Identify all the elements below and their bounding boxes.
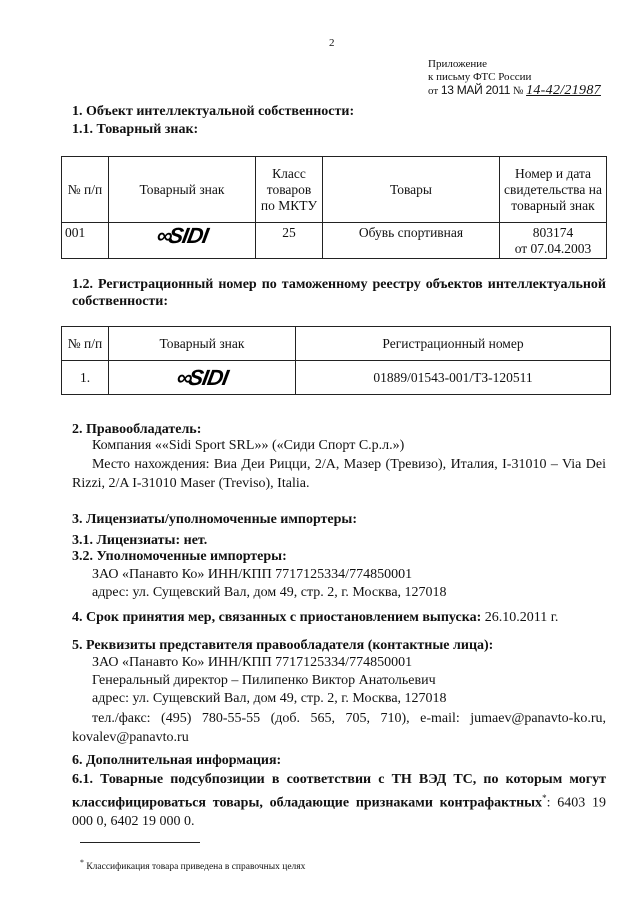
- cell-goods: Обувь спортивная: [323, 223, 500, 259]
- section4-title: 4. Срок принятия мер, связанных с приостановлением выпуска:: [72, 610, 482, 625]
- representative-director: Генеральный директор – Пилипенко Виктор Анатольевич: [92, 673, 436, 688]
- section5-title: 5. Реквизиты представителя правообладателя (контактные лица):: [72, 638, 494, 653]
- section6-codes: : 6403 19 000 0, 6402 19 000 0.: [72, 795, 606, 829]
- importer-name: ЗАО «Панавто Ко» ИНН/КПП 7717125334/774850001: [92, 567, 413, 582]
- cell-reg: 01889/01543-001/ТЗ-120511: [296, 361, 611, 395]
- section6-sub1: [72, 771, 606, 831]
- th-num: № п/п: [62, 157, 109, 223]
- attachment-from: от: [428, 85, 439, 97]
- cert-date: от 07.04.2003: [514, 241, 592, 256]
- section3-title: 3. Лицензиаты/уполномоченные импортеры:: [72, 512, 358, 527]
- sidi-logo-icon: ∞SIDI: [174, 364, 230, 390]
- table-row: [62, 361, 611, 395]
- representative-company: ЗАО «Панавто Ко» ИНН/КПП 7717125334/774850001: [92, 655, 413, 670]
- attachment-number: 14-42/21987: [526, 83, 601, 98]
- th-class: Класс товаров по МКТУ: [256, 157, 323, 223]
- registry-table: [61, 326, 611, 395]
- section6-title: 6. Дополнительная информация:: [72, 753, 282, 768]
- registry-table-header: [62, 327, 611, 361]
- section6-sub1-text: 6.1. Товарные подсубпозиции в соответствии с ТН ВЭД ТС, по которым могут классифицироваться товары, обладающие признаками контрафактных: [72, 772, 606, 811]
- attachment-date-line: [428, 84, 601, 98]
- rightholder-company: Компания ««Sidi Sport SRL»» («Сиди Спорт С.р.л.»): [92, 438, 405, 453]
- cell-cert: [500, 223, 607, 259]
- th-cert: Номер и дата свидетельства на товарный знак: [500, 157, 607, 223]
- section1-sub1: 1.1. Товарный знак:: [72, 122, 199, 137]
- section3-sub1: 3.1. Лицензиаты: нет.: [72, 533, 208, 548]
- attachment-num-label: №: [512, 85, 524, 97]
- cell-class: 25: [256, 223, 323, 259]
- section4: [72, 610, 558, 626]
- sidi-logo-icon: ∞SIDI: [154, 223, 210, 248]
- attachment-header: [428, 58, 601, 98]
- th-num: № п/п: [62, 327, 109, 361]
- section1-title: 1. Объект интеллектуальной собственности:: [72, 104, 355, 119]
- th-goods: Товары: [323, 157, 500, 223]
- table-row: [62, 223, 607, 259]
- importer-address: адрес: ул. Сущевский Вал, дом 49, стр. 2, г. Москва, 127018: [92, 585, 447, 600]
- cell-num: 1.: [62, 361, 109, 395]
- representative-address: адрес: ул. Сущевский Вал, дом 49, стр. 2, г. Москва, 127018: [92, 691, 447, 706]
- section4-date: 26.10.2011 г.: [481, 610, 559, 625]
- footnote-ref: *: [542, 793, 547, 803]
- attachment-date-stamp: 13 МАЙ 2011: [440, 83, 511, 97]
- trademark-table-header: [62, 157, 607, 223]
- th-mark: Товарный знак: [109, 327, 296, 361]
- section1-sub2: 1.2. Регистрационный номер по таможенному реестру объектов интеллектуальной собственности:: [72, 277, 606, 309]
- footnote-text: Классификация товара приведена в справочных целях: [83, 862, 306, 873]
- cell-num: 001: [62, 223, 109, 259]
- attachment-line1: Приложение: [428, 58, 488, 70]
- representative-contacts: тел./факс: (495) 780-55-55 (доб. 565, 705, 710), e-mail: jumaev@panavto-ko.ru, kovalev@panavto.ru: [72, 711, 606, 745]
- cell-mark: [109, 361, 296, 395]
- cert-number: 803174: [532, 225, 574, 240]
- th-reg: Регистрационный номер: [296, 327, 611, 361]
- page-number: 2: [329, 37, 335, 49]
- footnote-divider: [80, 842, 200, 843]
- cell-mark: [109, 223, 256, 259]
- section3-sub2: 3.2. Уполномоченные импортеры:: [72, 549, 287, 564]
- th-mark: Товарный знак: [109, 157, 256, 223]
- rightholder-location: Место нахождения: Виа Деи Рицци, 2/А, Мазер (Тревизо), Италия, I-31010 – Via Dei Rizzi, 2/A I-31010 Maser (Treviso), Italia.: [72, 457, 606, 491]
- footnote-mark: *: [80, 858, 84, 867]
- trademark-table: [61, 156, 607, 259]
- attachment-line2: к письму ФТС России: [428, 71, 532, 83]
- section2-title: 2. Правообладатель:: [72, 422, 202, 437]
- footnote: [80, 858, 305, 872]
